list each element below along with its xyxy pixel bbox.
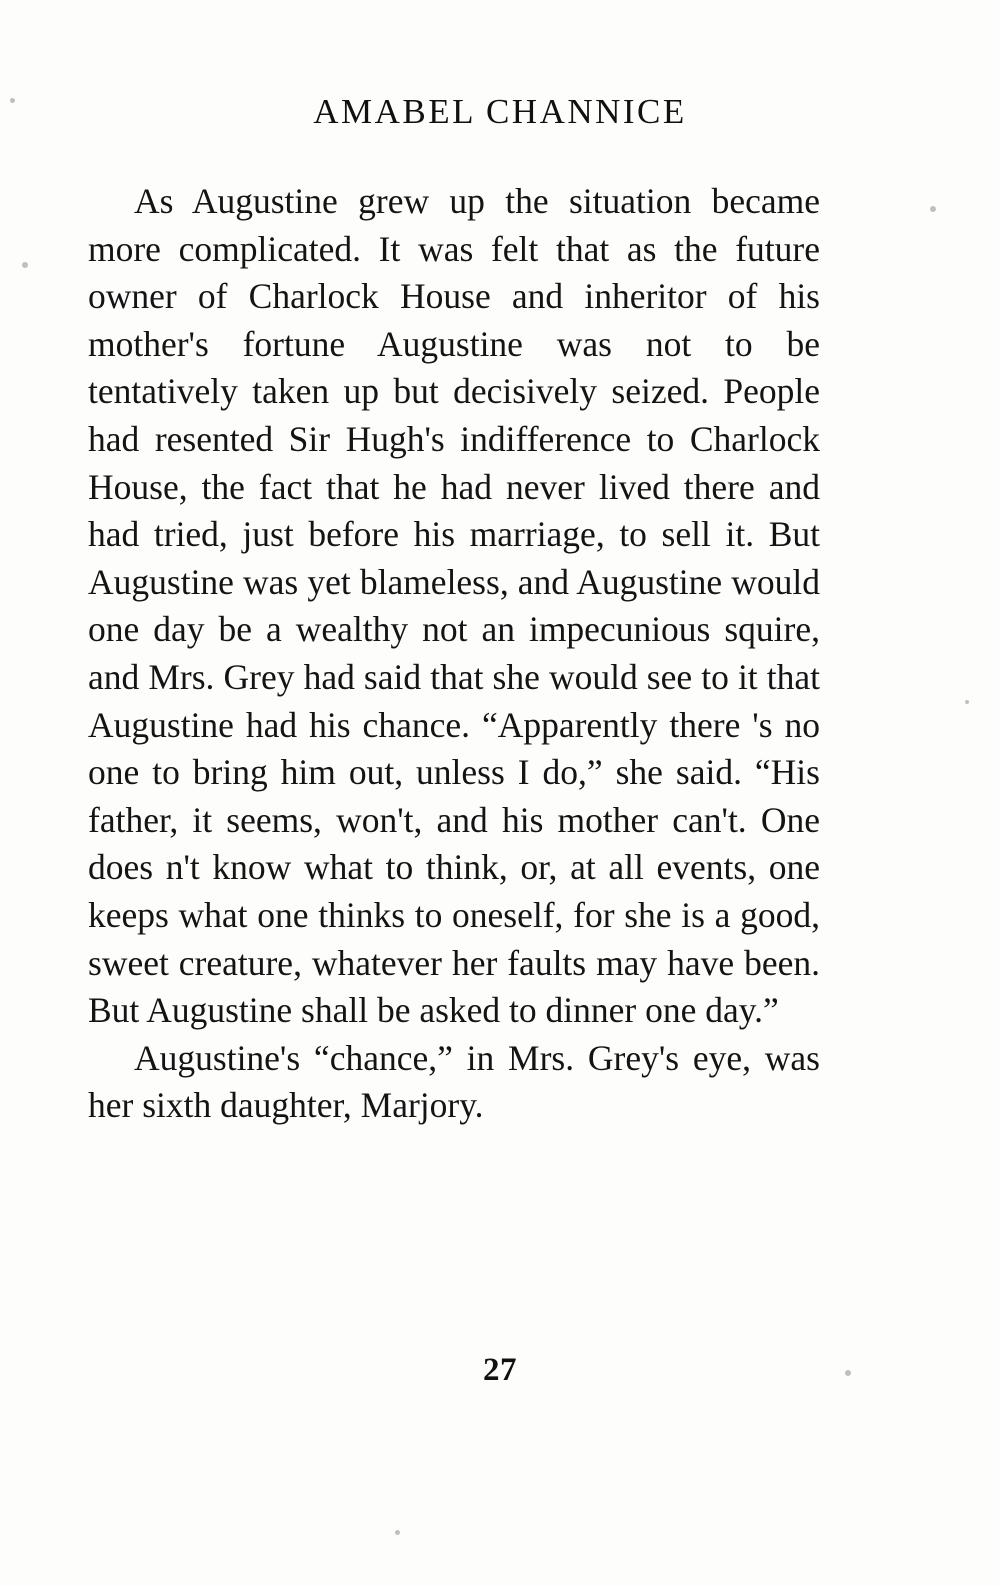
scan-speck-icon bbox=[965, 700, 969, 704]
scan-speck-icon bbox=[930, 206, 936, 212]
running-head bbox=[0, 92, 1000, 132]
paragraph bbox=[88, 1035, 820, 1130]
paragraph-text: Augustine's “chance,” in Mrs. Grey's eye, was her sixth daughter, Marjory. bbox=[88, 1037, 820, 1126]
page-number bbox=[0, 1352, 1000, 1389]
scan-speck-icon bbox=[395, 1530, 400, 1535]
page-number-text: 27 bbox=[483, 1352, 517, 1388]
paragraph-text: As Augustine grew up the situation became more complicated. It was felt that as the future owner of Charlock House and inheritor of his mother's fortune Augustine was not to be tentatively taken up but decisively seized. People had resented Sir Hugh's indifference to Charlock House, the fact that he had never lived there and had tried, just before his marriage, to sell it. But Augustine was yet blameless, and Augustine would one day be a wealthy not an impecunious squire, and Mrs. Grey had said that she would see to it that Augustine had his chance. “Apparently there 's no one to bring him out, unless I do,” she said. “His father, it seems, won't, and his mother can't. One does n't know what to think, or, at all events, one keeps what one thinks to oneself, for she is a good, sweet creature, whatever her faults may have been. But Augustine shall be asked to dinner one day.” bbox=[88, 181, 820, 1031]
paragraph bbox=[88, 178, 820, 1035]
page-body bbox=[88, 178, 820, 1130]
scan-speck-icon bbox=[22, 262, 28, 268]
running-head-text: AMABEL CHANNICE bbox=[313, 92, 687, 131]
